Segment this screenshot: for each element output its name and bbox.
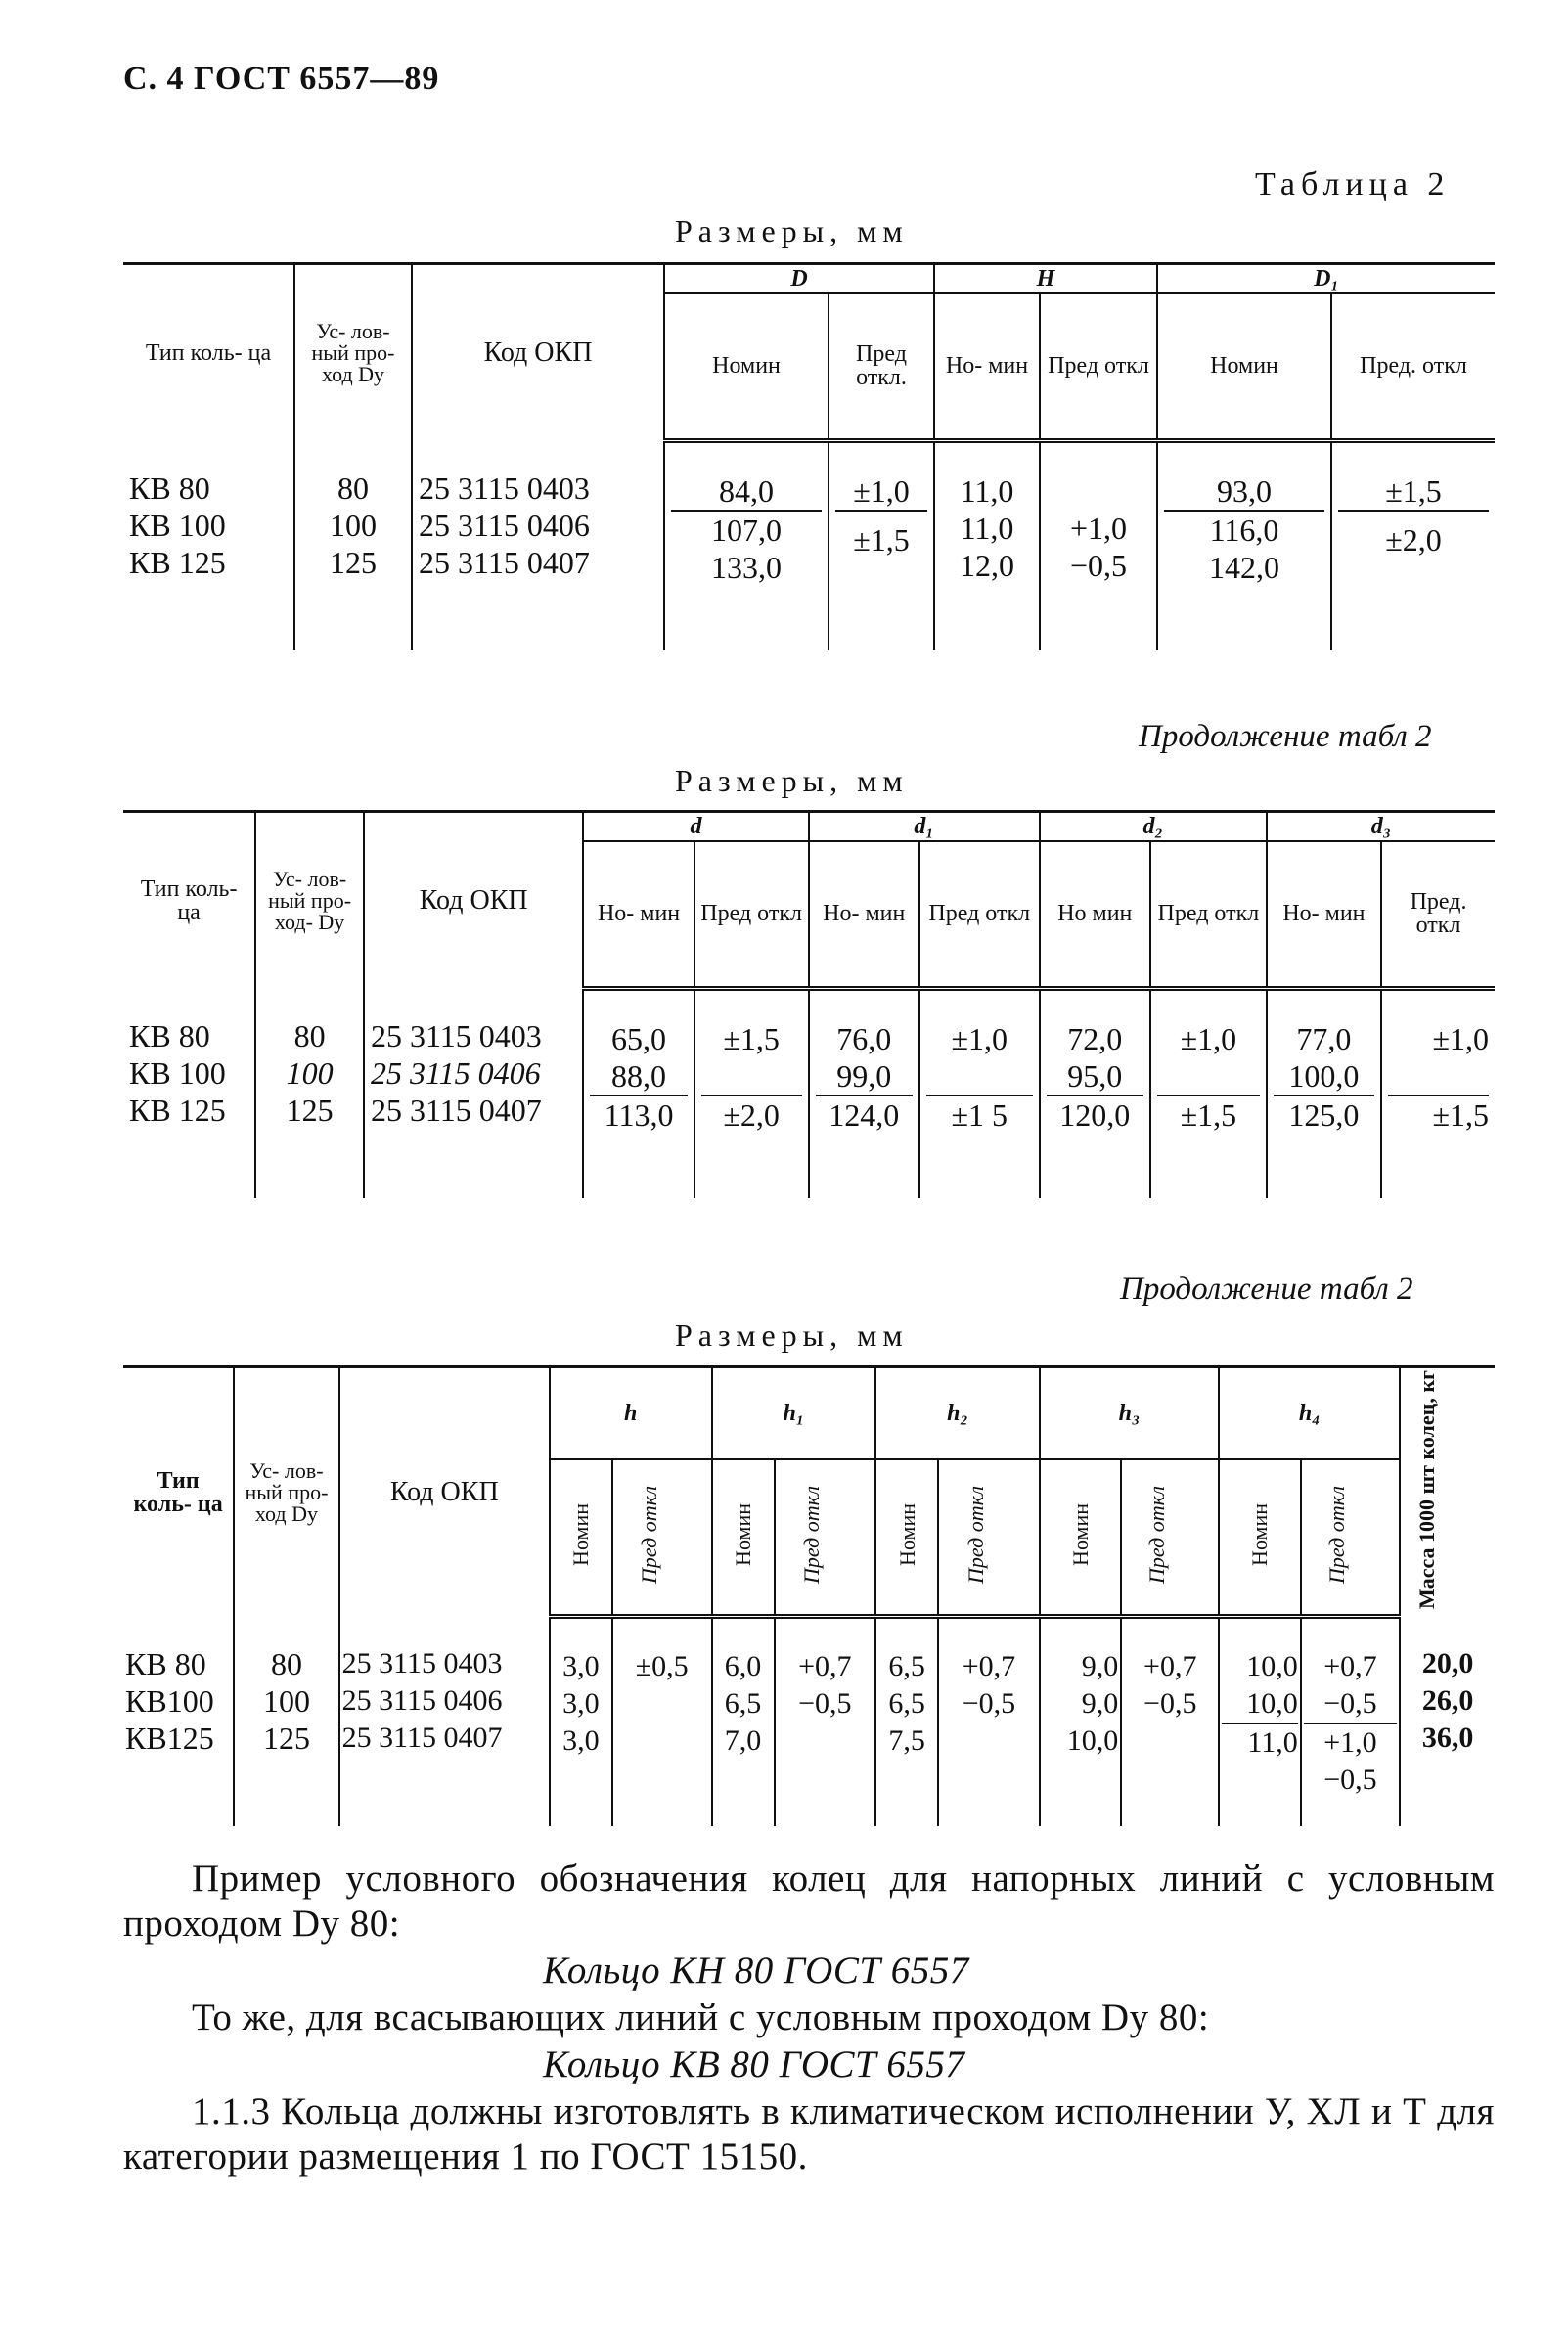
table-cell: 125 bbox=[286, 1093, 334, 1128]
table-cell: КВ 100 bbox=[129, 508, 226, 543]
table-cell: КВ125 bbox=[125, 1721, 214, 1756]
col-d3 bbox=[1267, 988, 1381, 1198]
table-cell: 10,0 bbox=[1066, 1723, 1119, 1757]
header-nom: Но- мин bbox=[583, 841, 694, 988]
table-cell: 72,0 bbox=[1067, 1020, 1123, 1056]
col-d3-dev bbox=[1381, 988, 1495, 1198]
col-D1 bbox=[1157, 440, 1331, 650]
table-label: Продолжение табл 2 bbox=[1120, 1272, 1413, 1307]
col-type bbox=[123, 1616, 234, 1826]
table-cell: 100 bbox=[330, 508, 377, 543]
table-cell: 6,5 bbox=[888, 1686, 925, 1720]
table-cell: 93,0 bbox=[1164, 472, 1324, 512]
table-cell: 6,0 bbox=[724, 1649, 762, 1682]
header-okp: Код ОКП bbox=[364, 812, 583, 989]
col-h4-dev bbox=[1301, 1616, 1400, 1826]
table-cell: +0,7 bbox=[798, 1649, 852, 1682]
header-type: Тип коль- ца bbox=[123, 1367, 234, 1617]
table-cell: 76,0 bbox=[836, 1020, 892, 1056]
header-dn: Ус- лов- ный про- ход Dу bbox=[294, 264, 412, 441]
header-d1: d₁ bbox=[809, 812, 1040, 842]
table-cell: 95,0 bbox=[1047, 1057, 1143, 1096]
header-dev: Пред откл bbox=[1144, 1485, 1170, 1584]
table-cell: 25 3115 0407 bbox=[341, 1722, 503, 1754]
col-mass bbox=[1400, 1616, 1495, 1826]
table-cell: ±1,0 bbox=[1180, 1020, 1237, 1056]
col-D-dev bbox=[829, 440, 934, 650]
table-cell: 3,0 bbox=[562, 1686, 600, 1720]
table-cell: ±0,5 bbox=[635, 1649, 689, 1682]
table-cell: ±1,0 bbox=[835, 472, 927, 512]
header-nom: Но- мин bbox=[1267, 841, 1381, 988]
header-D1: D₁ bbox=[1157, 264, 1495, 294]
table-cell: −0,5 bbox=[1143, 1686, 1197, 1720]
table-cell: 9,0 bbox=[1081, 1686, 1119, 1720]
table-cell: +1,0 −0,5 bbox=[1069, 510, 1128, 583]
table-cell: −0,5 bbox=[962, 1686, 1016, 1720]
header-h3: h₃ bbox=[1040, 1367, 1220, 1460]
table-cell: ±1,5 bbox=[853, 521, 910, 558]
col-dn bbox=[294, 440, 412, 650]
table-cell: 124,0 bbox=[829, 1096, 900, 1133]
table-cell: 25 3115 0403 bbox=[341, 1647, 503, 1679]
header-nom: Но- мин bbox=[809, 841, 919, 988]
header-d2: d₂ bbox=[1040, 812, 1267, 842]
table-cell: 80 bbox=[337, 470, 369, 506]
table-cell: 84,0 bbox=[671, 472, 822, 512]
table-cell: КВ 80 bbox=[125, 1646, 206, 1681]
table-cell bbox=[1157, 1057, 1260, 1096]
table-cell: −0,5 bbox=[1304, 1685, 1397, 1724]
header-nom: Но мин bbox=[1040, 841, 1150, 988]
table-cell: 11,0 bbox=[960, 472, 1014, 509]
header-nom: Номин bbox=[664, 293, 829, 440]
table-cell: +0,7 bbox=[1143, 1649, 1197, 1682]
header-d: d bbox=[583, 812, 808, 842]
header-nom: Номин bbox=[731, 1502, 755, 1566]
col-okp bbox=[339, 1616, 550, 1826]
header-type: Тип коль- ца bbox=[123, 812, 255, 989]
example-designation-kn: Кольцо КН 80 ГОСТ 6557 bbox=[543, 1949, 969, 1991]
table-cell: 36,0 bbox=[1421, 1722, 1474, 1754]
table-cell: 9,0 bbox=[1081, 1649, 1119, 1682]
col-D bbox=[664, 440, 829, 650]
col-h4 bbox=[1219, 1616, 1300, 1826]
example-paragraph: Пример условного обозначения колец для напорных линий с условным проходом Dу 80: bbox=[123, 1857, 1495, 1945]
col-h-dev bbox=[612, 1616, 712, 1826]
header-h2: h₂ bbox=[875, 1367, 1040, 1460]
header-okp: Код ОКП bbox=[339, 1367, 550, 1617]
col-d2 bbox=[1040, 988, 1150, 1198]
table-cell: ±1,0 bbox=[951, 1020, 1008, 1056]
table-cell: ±2,0 bbox=[723, 1096, 780, 1133]
table-cell: КВ 80 bbox=[129, 1018, 210, 1053]
header-H: H bbox=[934, 264, 1157, 294]
table-cell: 113,0 bbox=[604, 1096, 674, 1133]
col-dn bbox=[234, 1616, 338, 1826]
header-nom: Номин bbox=[568, 1502, 594, 1566]
header-h: h bbox=[550, 1367, 712, 1460]
table-cell: 80 bbox=[293, 1018, 326, 1053]
table-cell: ±2,0 bbox=[1385, 521, 1442, 558]
table-cell: ±1 5 bbox=[951, 1096, 1008, 1133]
header-dev: Пред откл bbox=[1150, 841, 1267, 988]
header-dev: Пред откл. bbox=[829, 293, 934, 440]
header-nom: Номин bbox=[894, 1502, 919, 1566]
header-d3: d₃ bbox=[1267, 812, 1495, 842]
col-D1-dev bbox=[1331, 440, 1495, 650]
page-header: С. 4 ГОСТ 6557—89 bbox=[123, 61, 440, 97]
col-h1-dev bbox=[775, 1616, 876, 1826]
table-cell: 77,0 bbox=[1296, 1020, 1352, 1056]
example-paragraph: То же, для всасывающих линий с условным проходом Dу 80: bbox=[192, 1996, 1210, 2038]
table-cell: 65,0 bbox=[611, 1020, 667, 1056]
table-cell: 100,0 bbox=[1274, 1057, 1374, 1096]
table-cell: 7,5 bbox=[888, 1723, 925, 1757]
example-designation-kv: Кольцо КВ 80 ГОСТ 6557 bbox=[543, 2043, 965, 2085]
header-nom: Номин bbox=[1247, 1502, 1273, 1566]
header-dev: Пред откл bbox=[799, 1485, 825, 1584]
table-cell: 3,0 bbox=[562, 1723, 600, 1757]
table-cell: 142,0 bbox=[1209, 549, 1279, 585]
table-cell: 99,0 bbox=[816, 1057, 913, 1096]
table-cell: −0,5 bbox=[798, 1686, 852, 1720]
table-cell: 25 3115 0407 bbox=[419, 545, 590, 580]
table-cell: 107,0 bbox=[711, 512, 782, 548]
table-cell: 11,0 bbox=[1247, 1725, 1298, 1759]
col-h2-dev bbox=[938, 1616, 1040, 1826]
table-cell: 100 bbox=[262, 1683, 310, 1719]
table-cell: 11,0 bbox=[960, 510, 1014, 546]
table-cell: ±1,5 bbox=[1180, 1096, 1237, 1133]
table-cell: 125,0 bbox=[1288, 1096, 1360, 1133]
header-nom: Номин bbox=[1157, 293, 1331, 440]
header-nom: Но- мин bbox=[934, 293, 1040, 440]
table-cell: КВ 100 bbox=[129, 1055, 226, 1091]
table-cell: 25 3115 0403 bbox=[370, 1018, 542, 1053]
table-cell: 6,5 bbox=[888, 1649, 925, 1682]
header-dev: Пред откл bbox=[919, 841, 1040, 988]
table-cell: КВ 80 bbox=[129, 470, 210, 506]
table-cell: 25 3115 0406 bbox=[370, 1055, 541, 1091]
table-cell bbox=[701, 1057, 802, 1096]
table-units: Размеры, мм bbox=[675, 763, 909, 798]
table-cell bbox=[1388, 1057, 1489, 1096]
table-label: Продолжение табл 2 bbox=[1139, 719, 1432, 754]
header-mass bbox=[1400, 1367, 1495, 1617]
col-h1 bbox=[712, 1616, 775, 1826]
table-units: Размеры, мм bbox=[675, 1318, 909, 1353]
table-cell: 133,0 bbox=[711, 549, 782, 585]
header-dev: Пред откл bbox=[1040, 293, 1157, 440]
table-cell: КВ 125 bbox=[129, 1093, 226, 1128]
header-dn: Ус- лов- ный про- ход- Dу bbox=[255, 812, 364, 989]
table-cell: 125 bbox=[330, 545, 377, 580]
table-cell: 25 3115 0406 bbox=[419, 508, 590, 543]
table-cell: 20,0 bbox=[1421, 1647, 1474, 1679]
header-dev: Пред. откл bbox=[1381, 841, 1495, 988]
col-d1 bbox=[809, 988, 919, 1198]
col-d bbox=[583, 988, 694, 1198]
col-d-dev bbox=[694, 988, 809, 1198]
header-h4: h₄ bbox=[1219, 1367, 1400, 1460]
col-H bbox=[934, 440, 1040, 650]
table-cell: ±1,5 bbox=[1432, 1096, 1489, 1133]
table-cell: 116,0 bbox=[1209, 512, 1279, 548]
header-h1: h₁ bbox=[712, 1367, 876, 1460]
table-cell: КВ100 bbox=[125, 1683, 214, 1719]
table-cell: ±1,0 bbox=[1432, 1020, 1489, 1056]
header-dev: Пред откл bbox=[1324, 1485, 1350, 1584]
table-cell: 25 3115 0407 bbox=[370, 1093, 542, 1128]
header-dev: Пред откл bbox=[636, 1485, 661, 1584]
header-mass-text: Масса 1000 шт колец, кг bbox=[1414, 1370, 1440, 1609]
table-cell: 3,0 bbox=[562, 1649, 600, 1682]
clause-paragraph: 1.1.3 Кольца должны изготовлять в климатическом исполнении У, ХЛ и Т для категории размещения 1 по ГОСТ 15150. bbox=[123, 2090, 1495, 2177]
table-cell: 10,0 bbox=[1222, 1685, 1297, 1724]
table-cell: 10,0 bbox=[1246, 1649, 1298, 1682]
table-cell: 25 3115 0403 bbox=[419, 470, 590, 506]
col-H-dev bbox=[1040, 440, 1157, 650]
table-1 bbox=[123, 262, 1495, 650]
table-cell: 26,0 bbox=[1421, 1684, 1474, 1717]
col-h bbox=[550, 1616, 612, 1826]
col-dn bbox=[255, 988, 364, 1198]
header-okp: Код ОКП bbox=[412, 264, 664, 441]
header-nom: Номин bbox=[1067, 1502, 1093, 1566]
table-cell: ±1,5 bbox=[1338, 472, 1489, 512]
table-cell: 100 bbox=[286, 1055, 334, 1091]
table-3 bbox=[123, 1365, 1495, 1826]
col-h3-dev bbox=[1121, 1616, 1219, 1826]
table-cell: 12,0 bbox=[960, 547, 1014, 583]
table-cell: 7,0 bbox=[724, 1723, 762, 1757]
table-cell: ±1,5 bbox=[723, 1020, 780, 1056]
col-type bbox=[123, 440, 294, 650]
col-d1-dev bbox=[919, 988, 1040, 1198]
table-cell: 88,0 bbox=[590, 1057, 687, 1096]
table-cell: 80 bbox=[270, 1646, 302, 1681]
table-cell bbox=[926, 1057, 1033, 1096]
table-cell: 25 3115 0406 bbox=[341, 1684, 503, 1717]
col-h2 bbox=[875, 1616, 938, 1826]
table-cell: +1,0 −0,5 bbox=[1323, 1725, 1377, 1796]
table-cell: 120,0 bbox=[1059, 1096, 1131, 1133]
table-cell: +0,7 bbox=[962, 1649, 1016, 1682]
table-cell: 125 bbox=[262, 1721, 310, 1756]
header-dev: Пред откл bbox=[963, 1485, 988, 1584]
header-dev: Пред откл bbox=[694, 841, 809, 988]
col-h3 bbox=[1040, 1616, 1121, 1826]
col-d2-dev bbox=[1150, 988, 1267, 1198]
table-cell: КВ 125 bbox=[129, 545, 226, 580]
header-dn: Ус- лов- ный про- ход Dу bbox=[234, 1367, 338, 1617]
header-type: Тип коль- ца bbox=[123, 264, 294, 441]
table-cell: 6,5 bbox=[724, 1686, 762, 1720]
table-2 bbox=[123, 810, 1495, 1198]
col-type bbox=[123, 988, 255, 1198]
table-cell: +0,7 bbox=[1323, 1649, 1377, 1682]
col-okp bbox=[364, 988, 583, 1198]
table-label: Таблица 2 bbox=[1255, 166, 1451, 202]
col-okp bbox=[412, 440, 664, 650]
header-D: D bbox=[664, 264, 934, 294]
table-units: Размеры, мм bbox=[675, 213, 909, 248]
header-dev: Пред. откл bbox=[1331, 293, 1495, 440]
